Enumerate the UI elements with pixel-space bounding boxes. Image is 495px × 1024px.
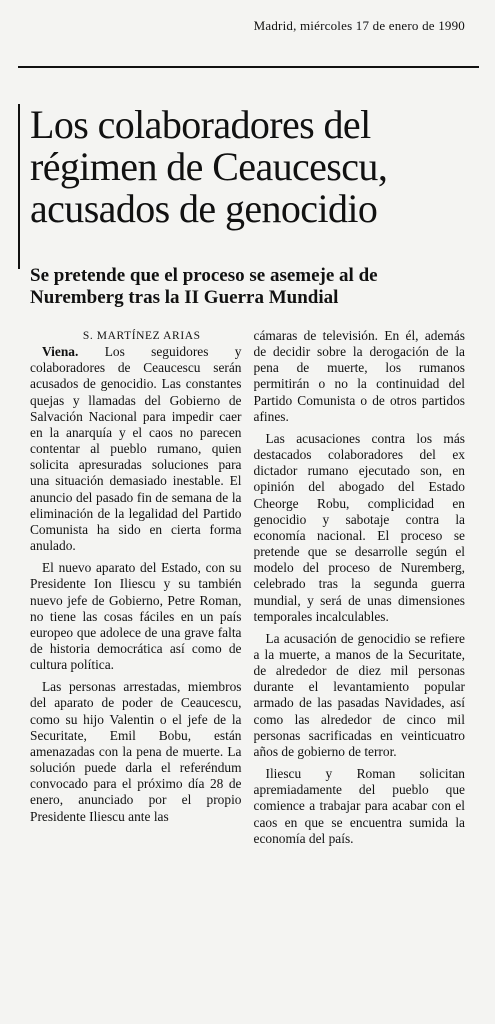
paragraph-text: Los seguidores y colaboradores de Ceaucescu serán acusados de genocidio. Las constantes quejas y llamadas del Gobierno de Salvación Nacional para impedir caer en la anarquía y el caos no parecen contentar al pueblo rumano, quien solicita apresuradas soluciones para una situación demasiado inestable. El anuncio del pasado fin de semana de la eliminación de la legalidad del Partido Comunista ha sido en cierta forma anulado. (30, 344, 242, 554)
paragraph: El nuevo aparato del Estado, con su Presidente Ion Iliescu y su también nuevo jefe de Gobierno, Petre Roman, no tiene las cosas fáciles en un país europeo que adolece de una grave falta de historia democrática así como de cultura política. (30, 560, 242, 673)
paragraph: Iliescu y Roman solicitan apremiadamente del pueblo que comience a trabajar para acabar con el caos en que se encuentra sumida la economía del país. (253, 766, 465, 846)
lead-location: Viena. (42, 344, 79, 360)
paragraph: La acusación de genocidio se refiere a la muerte, a manos de la Securitate, de alrededor de diez mil personas durante el levantamiento popular armado de las pasadas Navidades, así como las alrededor de cinco mil personas sacrificadas en veinticuatro años de gobierno de terror. (253, 630, 465, 759)
paragraph: Las acusaciones contra los más destacados colaboradores del ex dictador rumano ejecutado son, en opinión del abogado del Estado Cheorge Robu, complicidad en genocidio y sabotaje contra la economía nacional. El proceso se pretende que se desarrolle según el modelo del proceso de Nuremberg, celebrado tras la segunda guerra mundial, y será de unas dimensiones temporales incalculables. (253, 430, 465, 624)
byline: S. MARTÍNEZ ARIAS (82, 330, 201, 342)
paragraph (30, 344, 242, 554)
subhead: Se pretende que el proceso se asemeje al de Nuremberg tras la II Guerra Mundial (30, 265, 378, 308)
paragraph: Las personas arrestadas, miembros del aparato de poder de Ceaucescu, como su hijo Valentin o el jefe de la Securitate, Emil Bobu, están amenazadas con la pena de muerte. La solución puede darla el referéndum convocado para el próximo día 28 de enero, anunciado por el propio Presidente Iliescu ante las (30, 679, 242, 824)
paragraph: cámaras de televisión. En él, además de decidir sobre la derogación de la pena de muerte, los rumanos permitirán o no la continuidad del Partido Comunista o de otros partidos afines. (253, 328, 465, 424)
headline-side-rule (18, 104, 20, 269)
column-1 (30, 328, 242, 990)
dateline: Madrid, miércoles 17 de enero de 1990 (253, 18, 465, 33)
top-rule (18, 66, 479, 68)
article-columns (30, 328, 465, 990)
headline: Los colaboradores del régimen de Ceaucescu, acusados de genocidio (30, 102, 388, 231)
column-2 (254, 328, 466, 990)
